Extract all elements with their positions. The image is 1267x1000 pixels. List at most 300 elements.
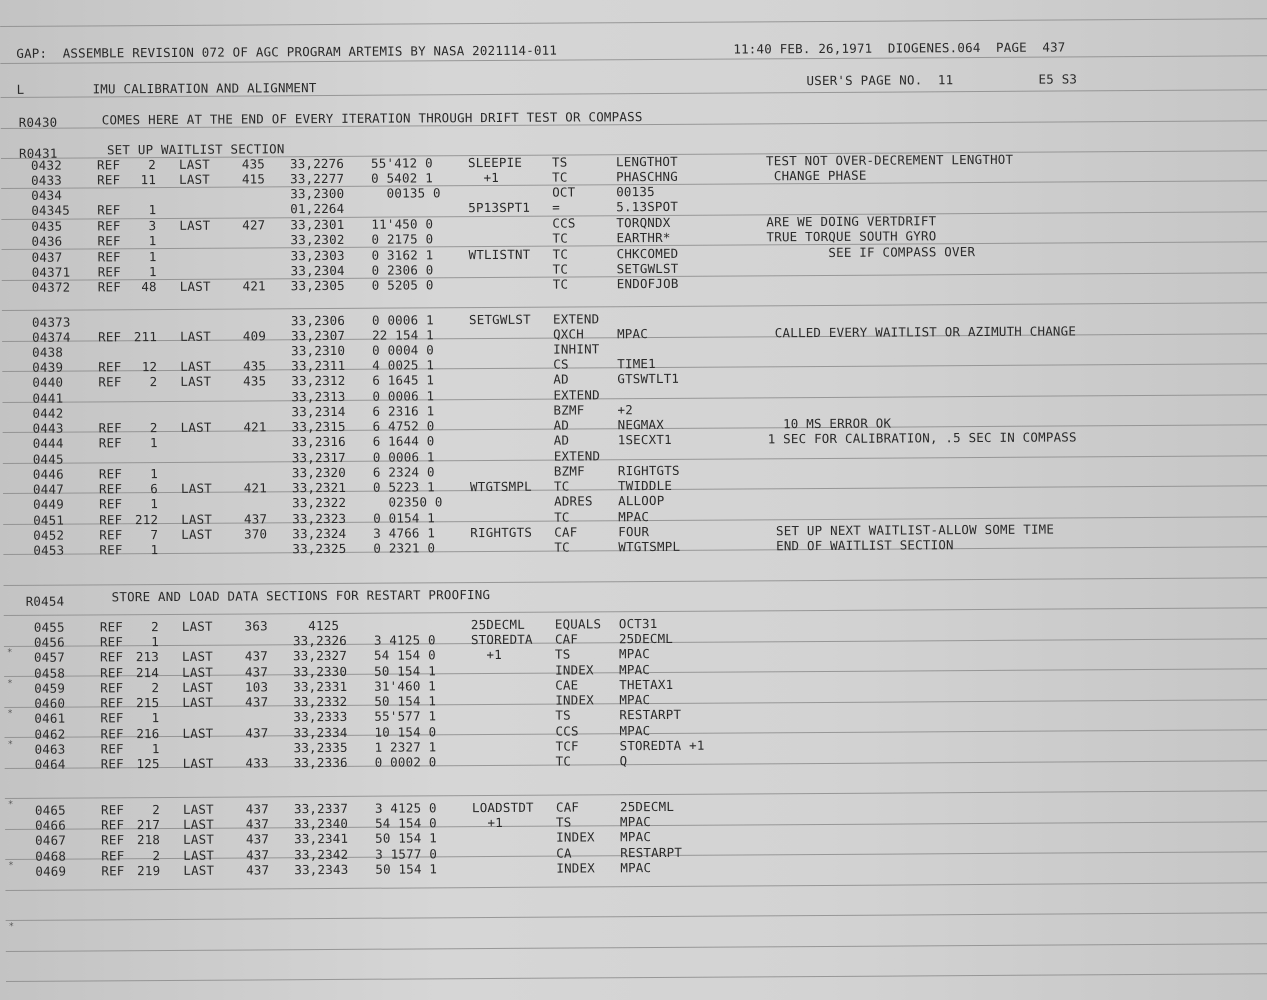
address: 33,2301	[290, 216, 345, 233]
last-page: 427	[242, 217, 266, 233]
operand: TWIDDLE	[617, 477, 673, 494]
ref-count: 1	[151, 710, 160, 726]
assembly-header: GAP: ASSEMBLE REVISION 072 OF AGC PROGRAM ARTEMIS BY NASA 2021114-011	[16, 42, 558, 61]
last-label: LAST	[182, 725, 214, 741]
last-label: LAST	[182, 694, 214, 710]
ref-label: REF	[100, 665, 124, 681]
operand: MPAC	[620, 860, 652, 876]
address: 33,2315	[291, 418, 346, 435]
line-number: 0460	[34, 695, 66, 711]
ref-count: 2	[152, 802, 160, 818]
remark-loc: R0430	[18, 114, 58, 130]
operand: MPAC	[619, 814, 651, 830]
ref-count: 214	[135, 665, 160, 681]
line-number: 0464	[34, 756, 66, 772]
opcode: AD	[553, 432, 570, 448]
ref-label: REF	[100, 802, 125, 818]
opcode: TC	[553, 478, 570, 494]
opcode: TC	[552, 261, 569, 277]
ref-count: 1	[150, 542, 159, 558]
address: 33,2321	[291, 479, 347, 496]
operand: GTSWTLT1	[617, 370, 680, 387]
opcode: TS	[555, 814, 572, 830]
address: 33,2332	[293, 693, 348, 710]
last-page: 421	[243, 419, 267, 435]
operand: 1SECXT1	[617, 431, 672, 448]
operand: STOREDTA +1	[619, 737, 705, 754]
operand: OCT31	[618, 615, 658, 632]
operand: MPAC	[619, 723, 651, 739]
line-number: 0438	[32, 344, 64, 360]
last-page: 437	[244, 664, 269, 680]
ref-count: 48	[141, 279, 157, 295]
octal-word: 11'450 0	[371, 216, 434, 232]
last-label: LAST	[179, 217, 211, 233]
ref-label: REF	[101, 832, 125, 848]
last-page: 437	[245, 831, 270, 847]
ref-label: REF	[97, 172, 121, 188]
comment: 1 SEC FOR CALIBRATION, .5 SEC IN COMPASS	[767, 429, 1077, 447]
remark-loc: R0454	[25, 593, 65, 609]
ref-label: REF	[97, 202, 121, 218]
line-number: 0447	[32, 481, 64, 497]
line-number: 04374	[32, 329, 71, 345]
operand: Q	[619, 753, 628, 769]
ref-count: 1	[148, 202, 157, 218]
symbol-label: 25DECML	[470, 616, 525, 633]
symbol-label: SETGWLST	[468, 311, 531, 328]
octal-word: 3 4766 1	[373, 525, 436, 541]
opcode: INDEX	[555, 692, 594, 708]
opcode: BZMF	[553, 463, 585, 479]
last-label: LAST	[180, 358, 212, 374]
opcode: TS	[551, 154, 568, 170]
last-label: LAST	[181, 511, 213, 527]
line-number: 0459	[34, 680, 66, 696]
line-number: 0463	[34, 741, 66, 757]
last-label: LAST	[183, 847, 215, 863]
line-number: 0439	[32, 359, 64, 375]
last-page: 437	[245, 816, 270, 832]
ref-count: 125	[136, 756, 160, 772]
address: 33,2334	[293, 724, 348, 741]
ref-label: REF	[99, 542, 123, 558]
ref-label: REF	[101, 863, 125, 879]
last-page: 421	[243, 480, 268, 496]
address: 33,2337	[293, 800, 349, 817]
operand: MPAC	[618, 509, 650, 525]
remark-text: SET UP WAITLIST SECTION	[106, 141, 285, 158]
operand: ALLOOP	[618, 492, 665, 509]
address: 33,2343	[294, 861, 349, 878]
ref-label: REF	[99, 512, 123, 528]
line-number: 0449	[33, 496, 65, 512]
ref-count: 1	[148, 233, 157, 249]
comment: CALLED EVERY WAITLIST OR AZIMUTH CHANGE	[767, 323, 1077, 341]
operand: PHASCHNG	[616, 168, 678, 185]
opcode: CAF	[554, 631, 579, 647]
line-number: 04372	[31, 279, 71, 295]
last-label: LAST	[180, 419, 212, 435]
ref-label: REF	[100, 726, 124, 742]
symbol-label: WTGTSMPL	[469, 478, 532, 495]
opcode: =	[552, 199, 561, 215]
opcode: TC	[555, 753, 572, 769]
symbol-label: +1	[470, 646, 502, 663]
ref-count: 212	[134, 512, 159, 528]
comment: SET UP NEXT WAITLIST-ALLOW SOME TIME	[768, 521, 1055, 539]
octal-word: 50 154 1	[375, 830, 437, 846]
symbol-label: 5P13SPT1	[468, 199, 531, 216]
symbol-label: WTLISTNT	[468, 246, 531, 263]
opcode: TC	[554, 509, 570, 525]
octal-word: 0 0154 1	[373, 510, 436, 526]
ref-label: REF	[99, 649, 124, 665]
line-number: 0436	[31, 233, 63, 249]
comment: ARE WE DOING VERTDRIFT	[766, 213, 937, 230]
last-label: LAST	[182, 801, 214, 817]
ref-label: REF	[99, 496, 123, 512]
opcode: TS	[554, 646, 571, 662]
last-page: 437	[243, 511, 268, 527]
opcode: INHINT	[553, 341, 600, 357]
last-label: LAST	[183, 862, 215, 878]
comment: TEST NOT OVER-DECREMENT LENGTHOT	[765, 151, 1014, 169]
last-label: LAST	[182, 664, 214, 680]
ref-count: 2	[152, 848, 161, 864]
operand: TORQNDX	[616, 214, 671, 231]
octal-word: 10 154 0	[374, 724, 437, 740]
octal-word: 55'577 1	[374, 708, 437, 724]
ref-count: 218	[136, 832, 161, 848]
octal-word: 3 1577 0	[375, 846, 438, 862]
line-number: 0451	[33, 512, 65, 528]
ref-label: REF	[96, 157, 121, 173]
operand: 25DECML	[619, 798, 675, 815]
ref-label: REF	[100, 817, 125, 833]
line-number: 0469	[35, 863, 67, 879]
address: 33,2322	[292, 494, 347, 511]
opcode: TC	[552, 246, 569, 262]
rule-line	[6, 973, 1267, 982]
opcode: EQUALS	[554, 616, 602, 632]
last-label: LAST	[178, 156, 210, 172]
address: 33,2330	[293, 663, 348, 680]
last-page: 437	[244, 648, 269, 664]
user-page-number: USER'S PAGE NO. 11	[806, 72, 954, 89]
ref-count: 219	[137, 863, 161, 879]
ref-label: REF	[97, 264, 121, 280]
address: 33,2331	[293, 678, 348, 695]
ref-count: 2	[151, 680, 160, 696]
operand: 5.13SPOT	[616, 198, 679, 215]
octal-word: 0 0004 0	[372, 342, 435, 358]
comment: END OF WAITLIST SECTION	[768, 537, 954, 554]
last-page: 437	[245, 725, 269, 741]
line-number: 0456	[33, 634, 65, 650]
opcode: AD	[553, 417, 570, 433]
line-number: 0442	[32, 405, 64, 421]
ref-count: 2	[149, 420, 158, 436]
address: 33,2316	[291, 433, 346, 450]
last-page: 421	[242, 278, 266, 294]
operand: SETGWLST	[616, 260, 679, 277]
opcode: CS	[553, 356, 569, 372]
address: 33,2327	[292, 647, 348, 664]
last-page: 415	[241, 171, 266, 187]
opcode: TC	[552, 276, 569, 292]
ref-count: 1	[151, 741, 160, 757]
address: 4125	[292, 617, 340, 634]
octal-word: 0 0006 1	[372, 449, 435, 465]
last-page: 409	[242, 328, 267, 344]
address: 33,2323	[292, 510, 347, 527]
opcode: TCF	[555, 738, 579, 754]
opcode: EXTEND	[553, 387, 600, 403]
ref-count: 216	[136, 726, 160, 742]
symbol-label: STOREDTA	[470, 631, 533, 648]
opcode: CAF	[555, 799, 580, 815]
last-page: 437	[245, 847, 270, 863]
line-number: 0435	[31, 218, 63, 234]
ref-count: 1	[150, 496, 159, 512]
address: 33,2276	[289, 155, 345, 172]
rule-line	[5, 882, 1267, 891]
address: 33,2300	[290, 185, 345, 202]
octal-word: 02350 0	[373, 494, 443, 510]
operand: THETAX1	[619, 676, 674, 693]
line-number: 0465	[34, 802, 66, 818]
rule-line	[4, 577, 1267, 586]
ref-count: 11	[140, 172, 157, 188]
octal-word: 50 154 1	[375, 861, 438, 877]
octal-word: 1 2327 1	[374, 739, 437, 755]
address: 33,2310	[291, 342, 346, 359]
line-number: 0457	[33, 649, 65, 665]
octal-word: 0 0006 1	[371, 312, 434, 328]
operand: RESTARPT	[619, 706, 682, 723]
line-number: 0461	[34, 710, 66, 726]
last-label: LAST	[179, 171, 211, 187]
octal-word: 54 154 0	[374, 815, 437, 831]
operand: MPAC	[619, 692, 651, 708]
ref-label: REF	[98, 420, 122, 436]
address: 33,2304	[290, 262, 345, 279]
ref-label: REF	[100, 741, 124, 757]
margin-mark: *	[6, 647, 13, 658]
octal-word: 50 154 1	[374, 693, 437, 709]
octal-word: 3 4125 0	[374, 800, 437, 816]
octal-word: 22 154 1	[372, 327, 434, 343]
ref-count: 1	[151, 634, 159, 650]
ref-count: 2	[151, 619, 159, 635]
ref-label: REF	[99, 527, 123, 543]
last-page: 433	[245, 755, 269, 771]
remark-loc: R0431	[18, 145, 58, 161]
operand: TIME1	[617, 356, 656, 372]
ref-label: REF	[100, 680, 124, 696]
octal-word: 0 2175 0	[371, 231, 434, 247]
line-number: 0443	[32, 420, 64, 436]
address: 33,2326	[292, 632, 348, 649]
line-number: 0453	[33, 542, 65, 558]
ref-label: REF	[99, 619, 124, 635]
address: 33,2314	[291, 403, 346, 420]
last-label: LAST	[181, 526, 213, 542]
comment: 10 MS ERROR OK	[767, 415, 892, 432]
line-number: 0445	[32, 451, 64, 467]
octal-word: 0 5223 1	[372, 479, 435, 495]
ref-count: 1	[149, 435, 158, 451]
octal-word: 6 1645 1	[372, 372, 435, 388]
address: 33,2307	[291, 327, 346, 344]
line-number: 0458	[34, 665, 66, 681]
line-number: 0467	[35, 832, 67, 848]
octal-word: 0 5205 0	[371, 277, 434, 293]
ref-label: REF	[99, 634, 124, 650]
octal-word: 00135 0	[371, 185, 441, 201]
last-page: 437	[245, 801, 269, 817]
margin-mark: *	[7, 708, 13, 719]
opcode: EXTEND	[552, 311, 600, 327]
last-page: 103	[244, 679, 269, 695]
line-number: 0468	[35, 848, 67, 864]
ref-label: REF	[98, 466, 123, 482]
ref-label: REF	[101, 848, 125, 864]
address: 33,2342	[294, 846, 349, 863]
ref-label: REF	[97, 249, 121, 265]
ref-count: 213	[135, 649, 160, 665]
last-label: LAST	[181, 648, 213, 664]
octal-word: 0 0002 0	[374, 754, 437, 770]
margin-mark: *	[8, 921, 15, 932]
ref-label: REF	[97, 279, 121, 295]
line-number: 0444	[32, 435, 64, 451]
comment: CHANGE PHASE	[766, 167, 867, 184]
octal-word: 0 2306 0	[371, 262, 434, 278]
remark-text: COMES HERE AT THE END OF EVERY ITERATION THROUGH DRIFT TEST OR COMPASS	[101, 109, 643, 128]
opcode: INDEX	[556, 860, 595, 876]
symbol-label: LOADSTDT	[471, 799, 534, 816]
octal-word: 55'412 0	[370, 155, 433, 171]
ref-count: 1	[148, 264, 157, 280]
address: 33,2313	[291, 388, 346, 405]
margin-mark: *	[8, 860, 14, 871]
opcode: QXCH	[553, 326, 585, 342]
comment: SEE IF COMPASS OVER	[766, 244, 976, 261]
operand: FOUR	[618, 524, 650, 540]
address: 33,2336	[293, 754, 348, 771]
comment: TRUE TORQUE SOUTH GYRO	[766, 228, 937, 245]
line-number: 0455	[33, 619, 65, 635]
operand: ENDOFJOB	[616, 275, 679, 292]
last-label: LAST	[182, 816, 214, 832]
opcode: CAF	[554, 524, 578, 540]
ref-count: 215	[136, 695, 160, 711]
line-number: 0441	[32, 390, 64, 406]
octal-word: 3 4125 0	[373, 632, 436, 648]
operand: EARTHR*	[616, 229, 671, 246]
octal-word: 4 0025 1	[372, 357, 435, 373]
address: 33,2303	[290, 247, 345, 264]
ref-label: REF	[98, 374, 122, 390]
address: 33,2312	[291, 372, 346, 389]
operand: MPAC	[618, 646, 650, 662]
octal-word: 0 3162 1	[371, 247, 434, 263]
ref-label: REF	[98, 481, 123, 497]
operand: 00135	[616, 184, 655, 200]
address: 01,2264	[290, 200, 345, 217]
address: 33,2311	[291, 357, 346, 374]
rule-line	[0, 18, 1267, 27]
address: 33,2324	[292, 525, 347, 542]
user-page-code: E5 S3	[1038, 71, 1078, 87]
ref-label: REF	[100, 695, 124, 711]
symbol-label: SLEEPIE	[467, 154, 523, 171]
ref-label: REF	[98, 435, 122, 451]
ref-count: 2	[148, 157, 157, 173]
opcode: CAE	[555, 677, 579, 693]
ref-count: 211	[133, 329, 158, 345]
section-title: IMU CALIBRATION AND ALIGNMENT	[92, 80, 317, 97]
ref-count: 7	[150, 527, 159, 543]
line-number: 0440	[32, 374, 64, 390]
operand: +2	[617, 402, 634, 418]
address: 33,2306	[290, 312, 346, 329]
octal-word: 50 154 1	[374, 663, 436, 679]
opcode: TC	[552, 230, 568, 246]
operand: CHKCOMED	[616, 245, 679, 262]
ref-count: 2	[149, 374, 158, 390]
address: 33,2302	[290, 231, 345, 248]
octal-word: 6 2316 1	[372, 403, 435, 419]
octal-word: 0 5402 1	[371, 170, 433, 186]
last-label: LAST	[180, 373, 212, 389]
ref-label: REF	[100, 710, 124, 726]
last-label: LAST	[181, 618, 213, 634]
address: 33,2277	[290, 170, 345, 187]
last-page: 437	[246, 862, 270, 878]
line-number: 0466	[34, 817, 66, 833]
line-number: 0434	[31, 187, 63, 203]
address: 33,2317	[291, 449, 346, 466]
ref-label: REF	[100, 756, 124, 772]
ref-count: 217	[136, 817, 161, 833]
ref-count: 1	[148, 249, 157, 265]
operand: NEGMAX	[617, 416, 665, 433]
opcode: EXTEND	[553, 448, 601, 464]
octal-word: 6 2324 0	[372, 464, 435, 480]
last-label: LAST	[180, 328, 212, 344]
octal-word: 54 154 0	[373, 647, 436, 663]
line-number: 04371	[31, 264, 71, 280]
run-timestamp: 11:40 FEB. 26,1971 DIOGENES.064 PAGE 437	[733, 39, 1066, 57]
last-page: 435	[241, 156, 266, 172]
address: 33,2305	[290, 277, 345, 294]
margin-mark: *	[7, 799, 14, 810]
ref-count: 6	[150, 481, 159, 497]
line-number: 04345	[31, 202, 70, 218]
address: 33,2320	[291, 464, 347, 481]
operand: WTGTSMPL	[618, 538, 681, 555]
last-page: 437	[245, 694, 269, 710]
opcode: TC	[554, 539, 570, 555]
last-label: LAST	[183, 831, 215, 847]
margin-mark: *	[7, 678, 13, 689]
ref-count: 3	[148, 218, 157, 234]
ref-count: 12	[141, 359, 158, 375]
last-label: LAST	[182, 679, 214, 695]
